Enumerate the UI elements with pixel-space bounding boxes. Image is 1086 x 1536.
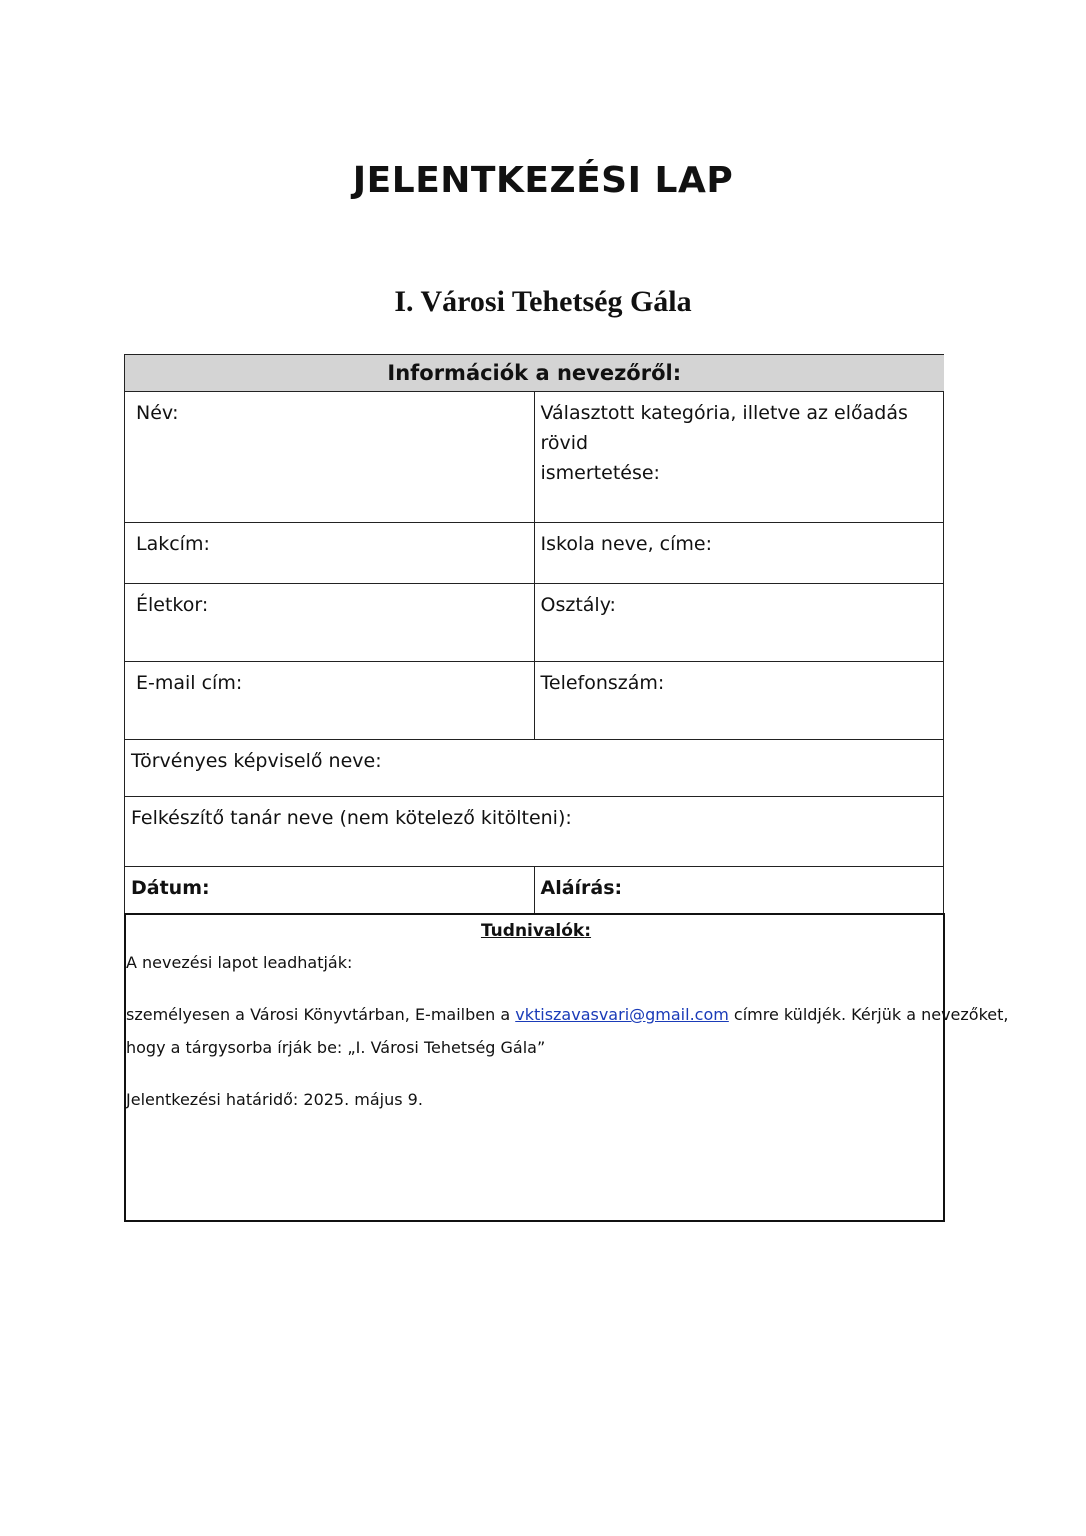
notes-title-colon: :	[584, 921, 592, 941]
notes-line-2-post: címre küldjék. Kérjük a nevezőket,	[728, 1005, 1009, 1024]
email-link[interactable]: vktiszavasvari@gmail.com	[515, 1005, 729, 1024]
email-field[interactable]	[125, 662, 535, 740]
address-field[interactable]	[125, 523, 535, 584]
guardian-field[interactable]	[125, 740, 944, 797]
signature-field[interactable]	[534, 867, 944, 915]
teacher-field[interactable]	[125, 797, 944, 867]
teacher-row	[125, 797, 944, 867]
notes-line-3: hogy a tárgysorba írják be: „I. Városi Tehetség Gála”	[126, 1038, 546, 1057]
phone-label: Telefonszám:	[540, 672, 665, 694]
notes-line-1: A nevezési lapot leadhatják:	[126, 953, 353, 972]
notes-line-2-pre: személyesen a Városi Könyvtárban, E-mailben a	[126, 1005, 516, 1024]
class-field[interactable]	[534, 584, 944, 662]
form-header: Információk a nevezőről:	[125, 355, 944, 392]
registration-form-table	[124, 354, 944, 915]
deadline-text: Jelentkezési határidő: 2025. május 9.	[126, 1090, 423, 1109]
address-row	[125, 523, 944, 584]
school-field[interactable]	[534, 523, 944, 584]
signature-label: Aláírás:	[540, 877, 623, 899]
phone-field[interactable]	[534, 662, 944, 740]
notes-box	[124, 913, 1009, 1222]
guardian-label: Törvényes képviselő neve:	[131, 750, 382, 772]
class-label: Osztály:	[540, 594, 616, 616]
notes-title-wrap	[126, 921, 946, 941]
date-field[interactable]	[125, 867, 535, 915]
notes-line-2	[126, 1005, 1008, 1024]
email-row	[125, 662, 944, 740]
age-label: Életkor:	[136, 594, 209, 616]
teacher-label: Felkészítő tanár neve (nem kötelező kitölteni):	[131, 807, 572, 829]
name-field[interactable]	[125, 392, 535, 523]
name-label: Név:	[136, 402, 179, 424]
event-title: I. Városi Tehetség Gála	[394, 285, 692, 318]
category-label-line1: Választott kategória, illetve az előadás rövid	[540, 402, 908, 454]
date-signature-row	[125, 867, 944, 915]
email-label: E-mail cím:	[136, 672, 243, 694]
school-label: Iskola neve, címe:	[540, 533, 712, 555]
page-title: JELENTKEZÉSI LAP	[352, 160, 734, 201]
category-field[interactable]	[534, 392, 944, 523]
guardian-row	[125, 740, 944, 797]
age-field[interactable]	[125, 584, 535, 662]
form-header-row	[125, 355, 944, 392]
category-label-line2: ismertetése:	[540, 462, 660, 484]
notes-title: Tudnivalók	[480, 921, 585, 941]
name-row	[125, 392, 944, 523]
age-row	[125, 584, 944, 662]
date-label: Dátum:	[131, 877, 210, 899]
address-label: Lakcím:	[136, 533, 210, 555]
